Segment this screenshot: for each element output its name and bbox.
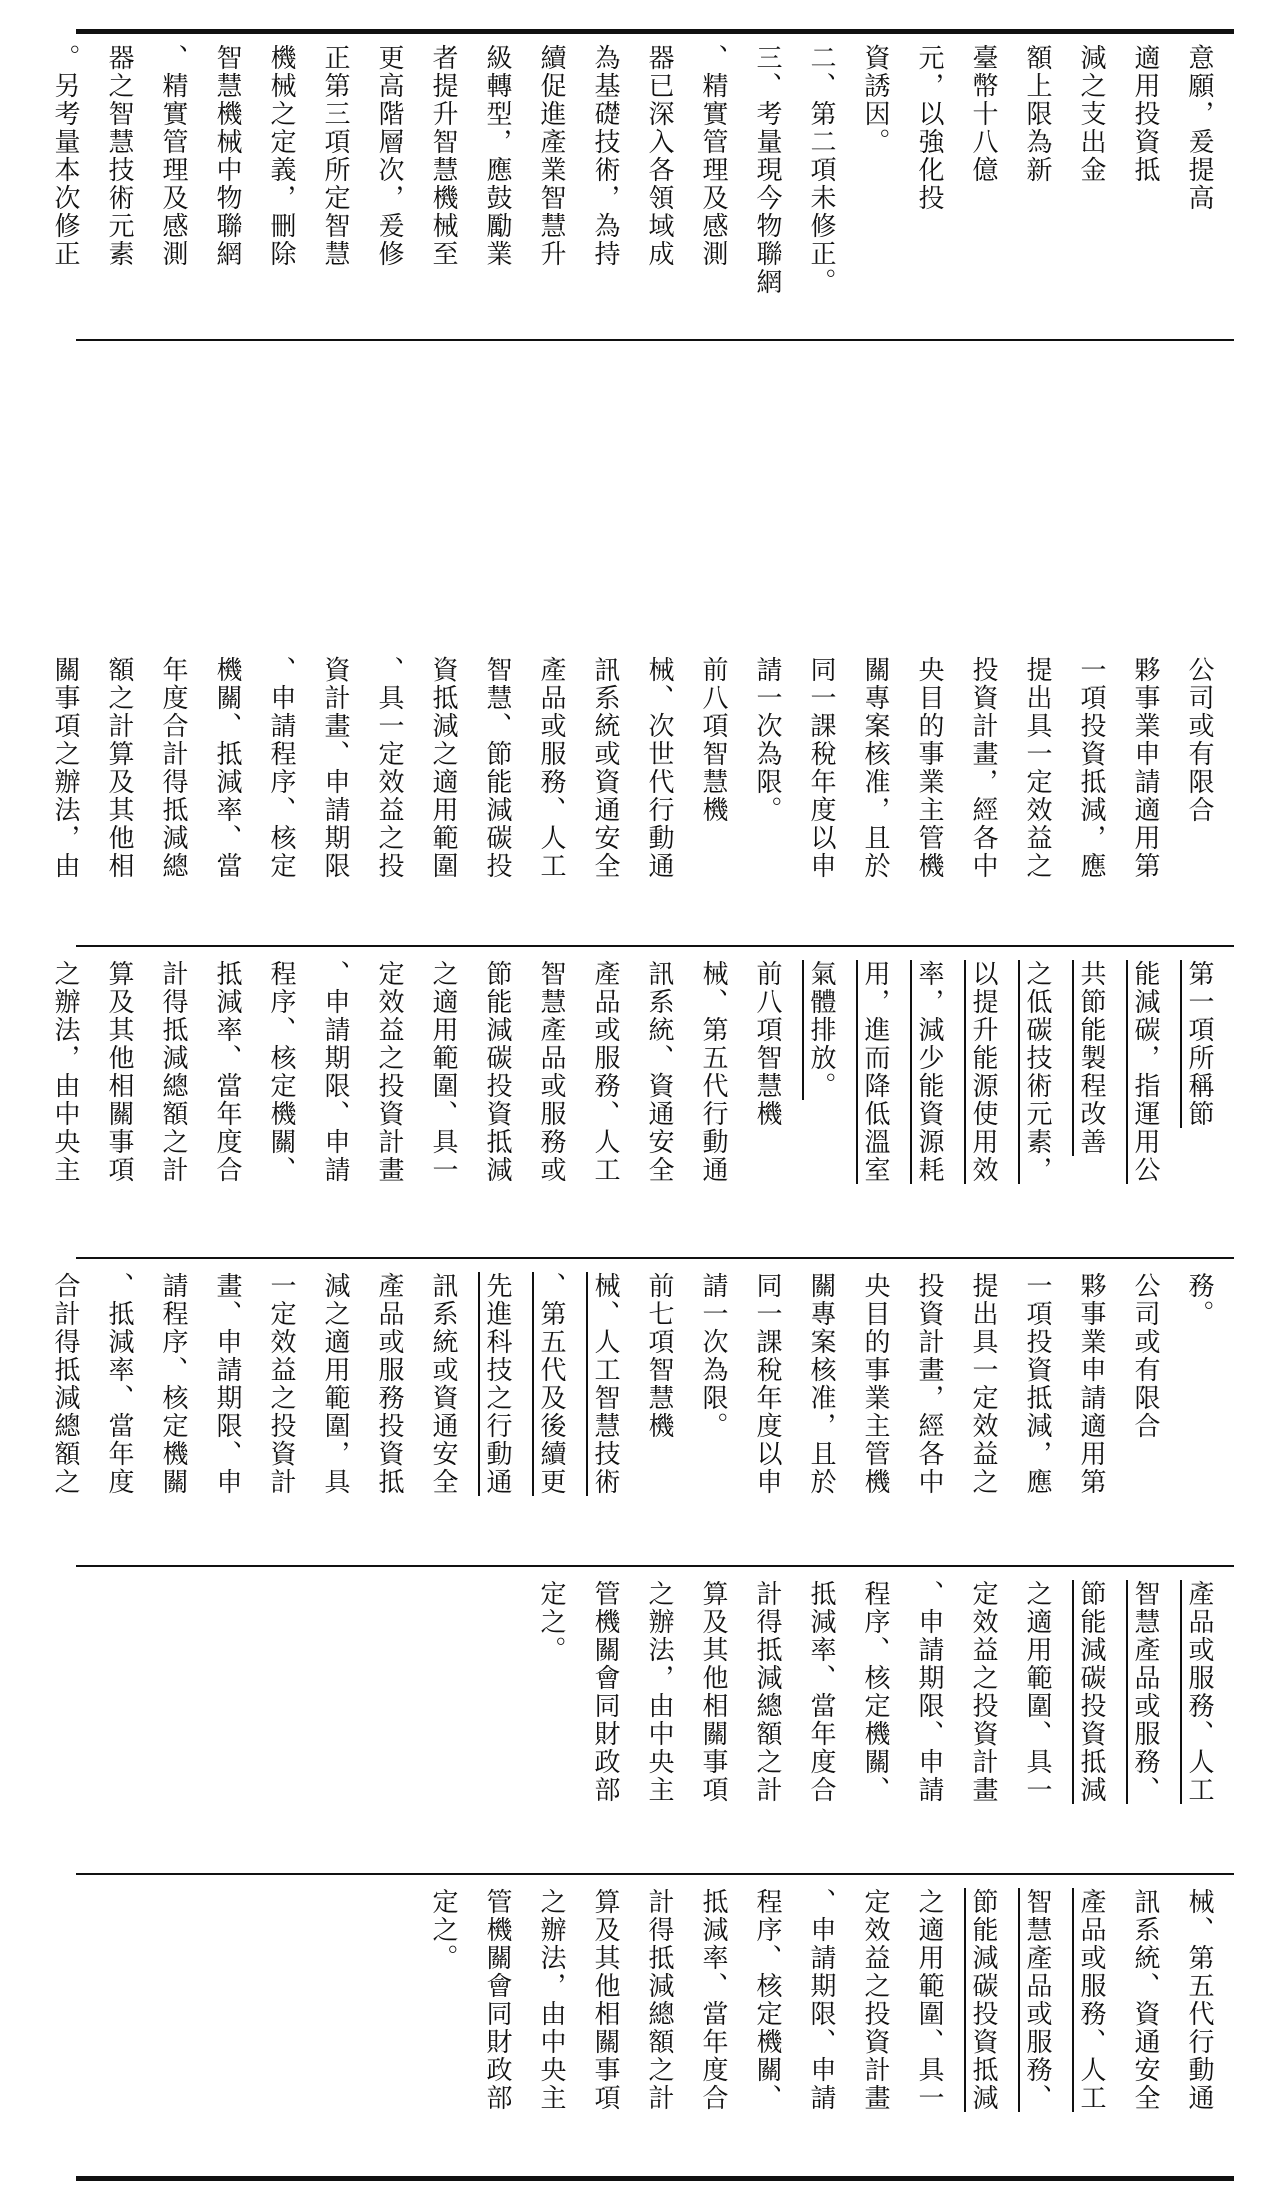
text-line: 級轉型，應鼓勵業 [482,44,512,268]
explanation-section [50,36,1226,338]
text-line: 前八項智慧機 [698,656,728,824]
text-line: 智慧產品或服務或 [536,960,566,1184]
text-line: 節能減碳投資抵減 [968,1888,998,2112]
text-line: 一定效益之投資計 [266,1272,296,1496]
section-divider [76,1257,1234,1259]
text-line: 適用投資抵 [1130,44,1160,184]
text-line: 抵減率、當年度合 [212,960,242,1184]
text-line: 節能減碳投資抵減 [482,960,512,1184]
text-line: 夥事業申請適用第 [1130,656,1160,880]
text-line: 臺幣十八億 [968,44,998,184]
text-line: 意願，爰提高 [1184,44,1214,212]
text-line: 械、第五代行動通 [1184,1888,1214,2112]
text-line: 之辦法，由中央主 [50,960,80,1184]
text-line: 畫、申請期限、申 [212,1272,242,1496]
text-line: 正第三項所定智慧 [320,44,350,268]
text-line: 投資計畫，經各中 [968,656,998,880]
text-line: 第一項所稱節 [1184,960,1214,1128]
section-divider [76,1873,1234,1875]
text-line: 一項投資抵減，應 [1076,656,1106,880]
text-line: 公司或有限合 [1184,656,1214,824]
text-line: 同一課稅年度以申 [806,656,836,880]
text-line: 械、次世代行動通 [644,656,674,880]
text-line: 提出具一定效益之 [968,1272,998,1496]
text-line: 公司或有限合 [1130,1272,1160,1440]
text-line: 續促進產業智慧升 [536,44,566,268]
text-line: 產品或服務投資抵 [374,1272,404,1496]
text-line: 三、考量現今物聯網 [752,44,782,296]
text-line: 程序、核定機關、 [752,1888,782,2112]
text-line: 機關、抵減率、當 [212,656,242,880]
article-text-section [50,648,1226,944]
text-line: 同一課稅年度以申 [752,1272,782,1496]
section-divider [76,339,1234,341]
text-line: 之適用範圍、具一 [1022,1580,1052,1804]
text-line: 請一次為限。 [698,1272,728,1440]
text-line: 共節能製程改善 [1076,960,1106,1156]
text-line: 一項投資抵減，應 [1022,1272,1052,1496]
text-line: 定效益之投資計畫 [374,960,404,1184]
text-line: 、抵減率、當年度 [104,1272,134,1496]
text-line: 額之計算及其他相 [104,656,134,880]
text-line: 資計畫、申請期限 [320,656,350,880]
text-line: 訊系統、資通安全 [644,960,674,1184]
text-line: 之辦法，由中央主 [536,1888,566,2112]
text-line: 更高階層次，爰修 [374,44,404,268]
text-line: 前七項智慧機 [644,1272,674,1440]
blank-section [76,342,1226,642]
text-line: 、精實管理及感測 [158,44,188,268]
text-line: 資誘因。 [860,44,890,156]
text-line: 前八項智慧機 [752,960,782,1128]
text-line: 計得抵減總額之計 [752,1580,782,1804]
text-line: 之辦法，由中央主 [644,1580,674,1804]
article-text-section [50,952,1226,1256]
text-line: 氣體排放。 [806,960,836,1100]
text-line: 合計得抵減總額之 [50,1272,80,1496]
text-line: 能減碳，指運用公 [1130,960,1160,1184]
text-line: 請程序、核定機關 [158,1272,188,1496]
article-text-section [76,1880,1226,2175]
article-text-section [50,1264,1226,1564]
text-line: 器之智慧技術元素 [104,44,134,268]
text-line: 提出具一定效益之 [1022,656,1052,880]
bottom-rule [76,2176,1234,2181]
text-line: 訊系統或資通安全 [428,1272,458,1496]
text-line: 管機關會同財政部 [590,1580,620,1804]
text-line: 機械之定義，刪除 [266,44,296,268]
text-line: 以提升能源使用效 [968,960,998,1184]
text-line: 、具一定效益之投 [374,656,404,880]
text-line: 、第五代及後續更 [536,1272,566,1496]
text-line: 程序、核定機關、 [860,1580,890,1804]
text-line: 、申請程序、核定 [266,656,296,880]
text-line: 器已深入各領域成 [644,44,674,268]
text-line: 程序、核定機關、 [266,960,296,1184]
text-line: 。另考量本次修正 [50,44,80,268]
text-line: 夥事業申請適用第 [1076,1272,1106,1496]
text-line: 二、第二項未修正。 [806,44,836,296]
text-line: 計得抵減總額之計 [158,960,188,1184]
text-line: 產品或服務、人工 [590,960,620,1184]
text-line: 、申請期限、申請 [914,1580,944,1804]
text-line: 請一次為限。 [752,656,782,824]
text-line: 務。 [1184,1272,1214,1328]
text-line: 訊系統或資通安全 [590,656,620,880]
text-line: 之適用範圍、具一 [914,1888,944,2112]
text-line: 管機關會同財政部 [482,1888,512,2112]
text-line: 之低碳技術元素， [1022,960,1052,1184]
text-line: 計得抵減總額之計 [644,1888,674,2112]
text-line: 智慧產品或服務、 [1022,1888,1052,2112]
text-line: 定之。 [536,1580,566,1664]
text-line: 年度合計得抵減總 [158,656,188,880]
text-line: 為基礎技術，為持 [590,44,620,268]
text-line: 率，減少能資源耗 [914,960,944,1184]
section-divider [76,945,1234,947]
text-line: 減之支出金 [1076,44,1106,184]
text-line: 關專案核准，且於 [806,1272,836,1496]
text-line: 智慧、節能減碳投 [482,656,512,880]
text-line: 械、人工智慧技術 [590,1272,620,1496]
text-line: 產品或服務、人工 [1184,1580,1214,1804]
text-line: 央目的事業主管機 [860,1272,890,1496]
text-line: 減之適用範圍，具 [320,1272,350,1496]
text-line: 元，以強化投 [914,44,944,212]
text-line: 資抵減之適用範圍 [428,656,458,880]
text-line: 定效益之投資計畫 [860,1888,890,2112]
text-line: 央目的事業主管機 [914,656,944,880]
text-line: 者提升智慧機械至 [428,44,458,268]
top-rule [76,29,1234,34]
text-line: 、申請期限、申請 [806,1888,836,2112]
text-line: 用，進而降低溫室 [860,960,890,1184]
section-divider [76,1565,1234,1567]
text-line: 關專案核准，且於 [860,656,890,880]
text-line: 產品或服務、人工 [1076,1888,1106,2112]
text-line: 算及其他相關事項 [104,960,134,1184]
text-line: 算及其他相關事項 [590,1888,620,2112]
text-line: 關事項之辦法，由 [50,656,80,880]
text-line: 智慧產品或服務、 [1130,1580,1160,1804]
text-line: 投資計畫，經各中 [914,1272,944,1496]
text-line: 節能減碳投資抵減 [1076,1580,1106,1804]
text-line: 訊系統、資通安全 [1130,1888,1160,2112]
text-line: 產品或服務、人工 [536,656,566,880]
text-line: 械、第五代行動通 [698,960,728,1184]
text-line: 之適用範圍、具一 [428,960,458,1184]
text-line: 智慧機械中物聯網 [212,44,242,268]
text-line: 定效益之投資計畫 [968,1580,998,1804]
text-line: 額上限為新 [1022,44,1052,184]
text-line: 、精實管理及感測 [698,44,728,268]
text-line: 、申請期限、申請 [320,960,350,1184]
text-line: 先進科技之行動通 [482,1272,512,1496]
article-text-section [76,1572,1226,1872]
text-line: 算及其他相關事項 [698,1580,728,1804]
text-line: 抵減率、當年度合 [698,1888,728,2112]
text-line: 抵減率、當年度合 [806,1580,836,1804]
text-line: 定之。 [428,1888,458,1972]
